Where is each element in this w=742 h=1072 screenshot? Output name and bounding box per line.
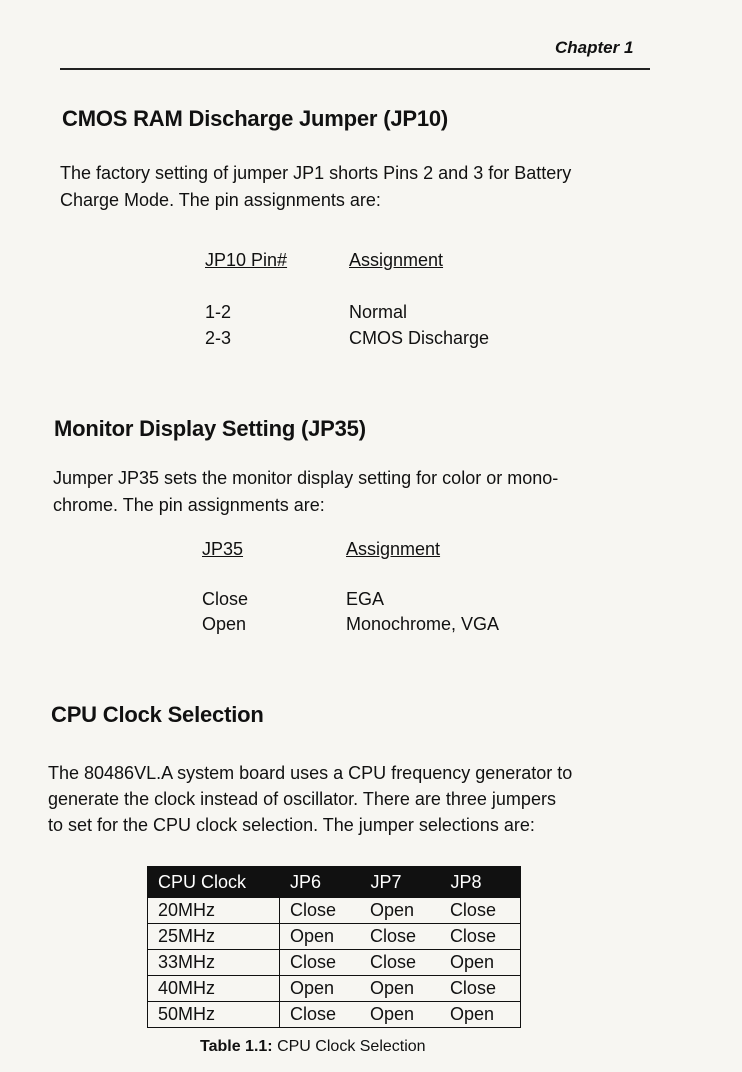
cmos-text-line-2: Charge Mode. The pin assignments are: — [60, 190, 381, 210]
monitor-row-2-pin: Open — [202, 614, 247, 634]
cell-jp6: Close — [279, 898, 360, 924]
cmos-section-title: CMOS RAM Discharge Jumper (JP10) — [62, 106, 449, 131]
cmos-row-1-pin: 1-2 — [205, 302, 232, 322]
cell-jp8: Open — [440, 1002, 521, 1028]
header-jp7: JP7 — [360, 867, 440, 898]
cell-jp6: Open — [279, 976, 360, 1002]
cell-clock: 33MHz — [148, 950, 280, 976]
caption-text: CPU Clock Selection — [277, 1038, 426, 1055]
header-jp8: JP8 — [440, 867, 521, 898]
cmos-col-pin: JP10 Pin# — [205, 250, 288, 270]
cpu-text-line-2: generate the clock instead of oscillator. There are three jumpers — [48, 789, 556, 809]
cell-jp7: Open — [360, 1002, 440, 1028]
monitor-row-1-pin: Close — [202, 589, 249, 609]
monitor-text-line-1: Jumper JP35 sets the monitor display setting for color or mono- — [53, 468, 559, 488]
monitor-col-assignment: Assignment — [346, 539, 441, 559]
cell-jp8: Close — [440, 898, 521, 924]
table-row — [148, 1002, 521, 1028]
cell-jp7: Open — [360, 898, 440, 924]
cpu-text-line-1: The 80486VL.A system board uses a CPU frequency generator to — [48, 763, 573, 783]
cell-clock: 25MHz — [148, 924, 280, 950]
monitor-col-pin: JP35 — [202, 539, 244, 559]
cmos-col-assignment: Assignment — [349, 250, 444, 270]
cpu-clock-table — [147, 866, 521, 1028]
cell-jp8: Close — [440, 976, 521, 1002]
cell-jp6: Close — [279, 950, 360, 976]
cell-jp8: Close — [440, 924, 521, 950]
cell-jp6: Open — [279, 924, 360, 950]
monitor-paragraph — [53, 465, 653, 519]
table-row — [148, 950, 521, 976]
cell-clock: 20MHz — [148, 898, 280, 924]
header-jp6: JP6 — [279, 867, 360, 898]
table-caption — [200, 1038, 426, 1056]
cmos-text-line-1: The factory setting of jumper JP1 shorts Pins 2 and 3 for Battery — [60, 163, 572, 183]
cpu-section-title: CPU Clock Selection — [51, 702, 264, 727]
cpu-paragraph — [48, 760, 688, 838]
cmos-row-1-assignment: Normal — [349, 302, 408, 322]
cell-jp7: Open — [360, 976, 440, 1002]
header-rule — [60, 68, 650, 70]
cell-jp7: Close — [360, 924, 440, 950]
cpu-clock-table-header — [148, 867, 521, 898]
cell-clock: 40MHz — [148, 976, 280, 1002]
cell-jp6: Close — [279, 1002, 360, 1028]
monitor-row-1-assignment: EGA — [346, 589, 385, 609]
caption-label: Table 1.1: — [200, 1038, 273, 1055]
monitor-text-line-2: chrome. The pin assignments are: — [53, 495, 325, 515]
cmos-paragraph — [60, 160, 660, 214]
table-row — [148, 924, 521, 950]
chapter-header: Chapter 1 — [555, 38, 634, 57]
table-row — [148, 898, 521, 924]
cpu-text-line-3: to set for the CPU clock selection. The jumper selections are: — [48, 815, 535, 835]
header-cpu-clock: CPU Clock — [148, 867, 280, 898]
cmos-row-2-assignment: CMOS Discharge — [349, 328, 490, 348]
cell-jp8: Open — [440, 950, 521, 976]
table-row — [148, 976, 521, 1002]
cell-clock: 50MHz — [148, 1002, 280, 1028]
cell-jp7: Close — [360, 950, 440, 976]
monitor-row-2-assignment: Monochrome, VGA — [346, 614, 500, 634]
cmos-row-2-pin: 2-3 — [205, 328, 232, 348]
monitor-section-title: Monitor Display Setting (JP35) — [54, 416, 366, 441]
